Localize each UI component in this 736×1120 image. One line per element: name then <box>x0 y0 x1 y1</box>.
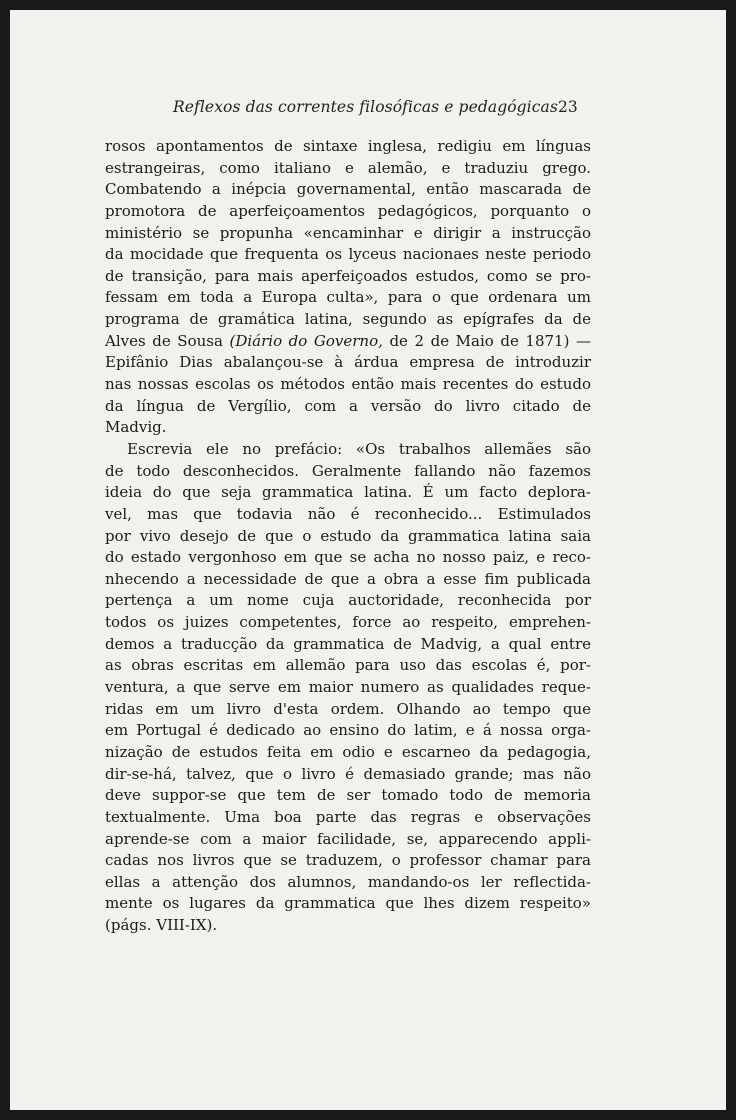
text-line: (págs. VIII-IX). <box>105 916 218 935</box>
body-text <box>105 136 591 937</box>
text-line: fessam em toda a Europa culta», para o que ordenara um <box>105 288 591 307</box>
text-line: mente os lugares da grammatica que lhes dizem respeito» <box>105 894 591 913</box>
text-line-citation <box>105 331 591 353</box>
text-line: vel, mas que todavia não é reconhecido... Estimulados <box>105 504 591 523</box>
text-line: todos os juizes competentes, force ao respeito, emprehen- <box>105 613 591 632</box>
text-line: nhecendo a necessidade de que a obra a esse fim publicada <box>105 569 591 588</box>
citation-italic: (Diário do Governo, <box>229 331 383 350</box>
text-line: dir-se-há, talvez, que o livro é demasiado grande; mas não <box>105 764 591 783</box>
text-line: ministério se propunha «encaminhar e dirigir a instrucção <box>105 223 591 242</box>
text-line: Epifânio Dias abalançou-se à árdua empresa de introduzir <box>105 353 591 372</box>
text-line: ventura, a que serve em maior numero as qualidades reque- <box>105 678 591 697</box>
text-line: textualmente. Uma boa parte das regras e observações <box>105 807 591 826</box>
text-line: de transição, para mais aperfeiçoados estudos, como se pro- <box>105 266 591 285</box>
citation-suffix: de 2 de Maio de 1871) — <box>382 331 592 350</box>
text-line: cadas nos livros que se traduzem, o professor chamar para <box>105 851 591 870</box>
text-line: da língua de Vergílio, com a versão do livro citado de <box>105 396 591 415</box>
text-line: do estado vergonhoso em que se acha no nosso paiz, e reco- <box>105 548 591 567</box>
citation-prefix: Alves de Sousa <box>105 331 230 350</box>
text-line: ellas a attenção dos alumnos, mandando-os ler reflectida- <box>105 872 591 891</box>
text-line: nas nossas escolas os métodos então mais recentes do estudo <box>105 375 591 394</box>
text-line: de todo desconhecidos. Geralmente fallando não fazemos <box>105 461 591 480</box>
text-line: ideia do que seja grammatica latina. É um facto deplora- <box>105 483 591 502</box>
text-line: Combatendo a inépcia governamental, então mascarada de <box>105 180 591 199</box>
text-line: rosos apontamentos de sintaxe inglesa, redigiu em línguas <box>105 137 591 155</box>
text-line: deve suppor-se que tem de ser tomado todo de memoria <box>105 786 591 805</box>
text-line: Madvig. <box>105 418 167 437</box>
text-line: Escrevia ele no prefácio: «Os trabalhos allemães são <box>127 439 591 458</box>
page-number: 23 <box>558 98 578 116</box>
text-line: nização de estudos feita em odio e escarneo da pedagogia, <box>105 742 591 761</box>
text-line: promotora de aperfeiçoamentos pedagógicos, porquanto o <box>105 201 591 220</box>
text-line: aprende-se com a maior facilidade, se, apparecendo appli- <box>105 829 591 848</box>
text-line: programa de gramática latina, segundo as epígrafes da de <box>105 310 591 329</box>
text-line: estrangeiras, como italiano e alemão, e traduziu grego. <box>105 158 591 177</box>
running-head: Reflexos das correntes filosóficas e pedagógicas <box>173 98 558 116</box>
document-page <box>10 10 726 1110</box>
text-line: as obras escritas em allemão para uso das escolas é, por- <box>105 656 591 675</box>
text-line: pertença a um nome cuja auctoridade, reconhecida por <box>105 591 591 610</box>
text-line: demos a traducção da grammatica de Madvig, a qual entre <box>105 634 591 653</box>
text-line: da mocidade que frequenta os lyceus nacionaes neste periodo <box>105 245 591 264</box>
text-line: por vivo desejo de que o estudo da grammatica latina saia <box>105 526 591 545</box>
page-header <box>10 98 726 122</box>
text-line: em Portugal é dedicado ao ensino do latim, e á nossa orga- <box>105 721 591 740</box>
text-line: ridas em um livro d'esta ordem. Olhando ao tempo que <box>105 699 591 718</box>
